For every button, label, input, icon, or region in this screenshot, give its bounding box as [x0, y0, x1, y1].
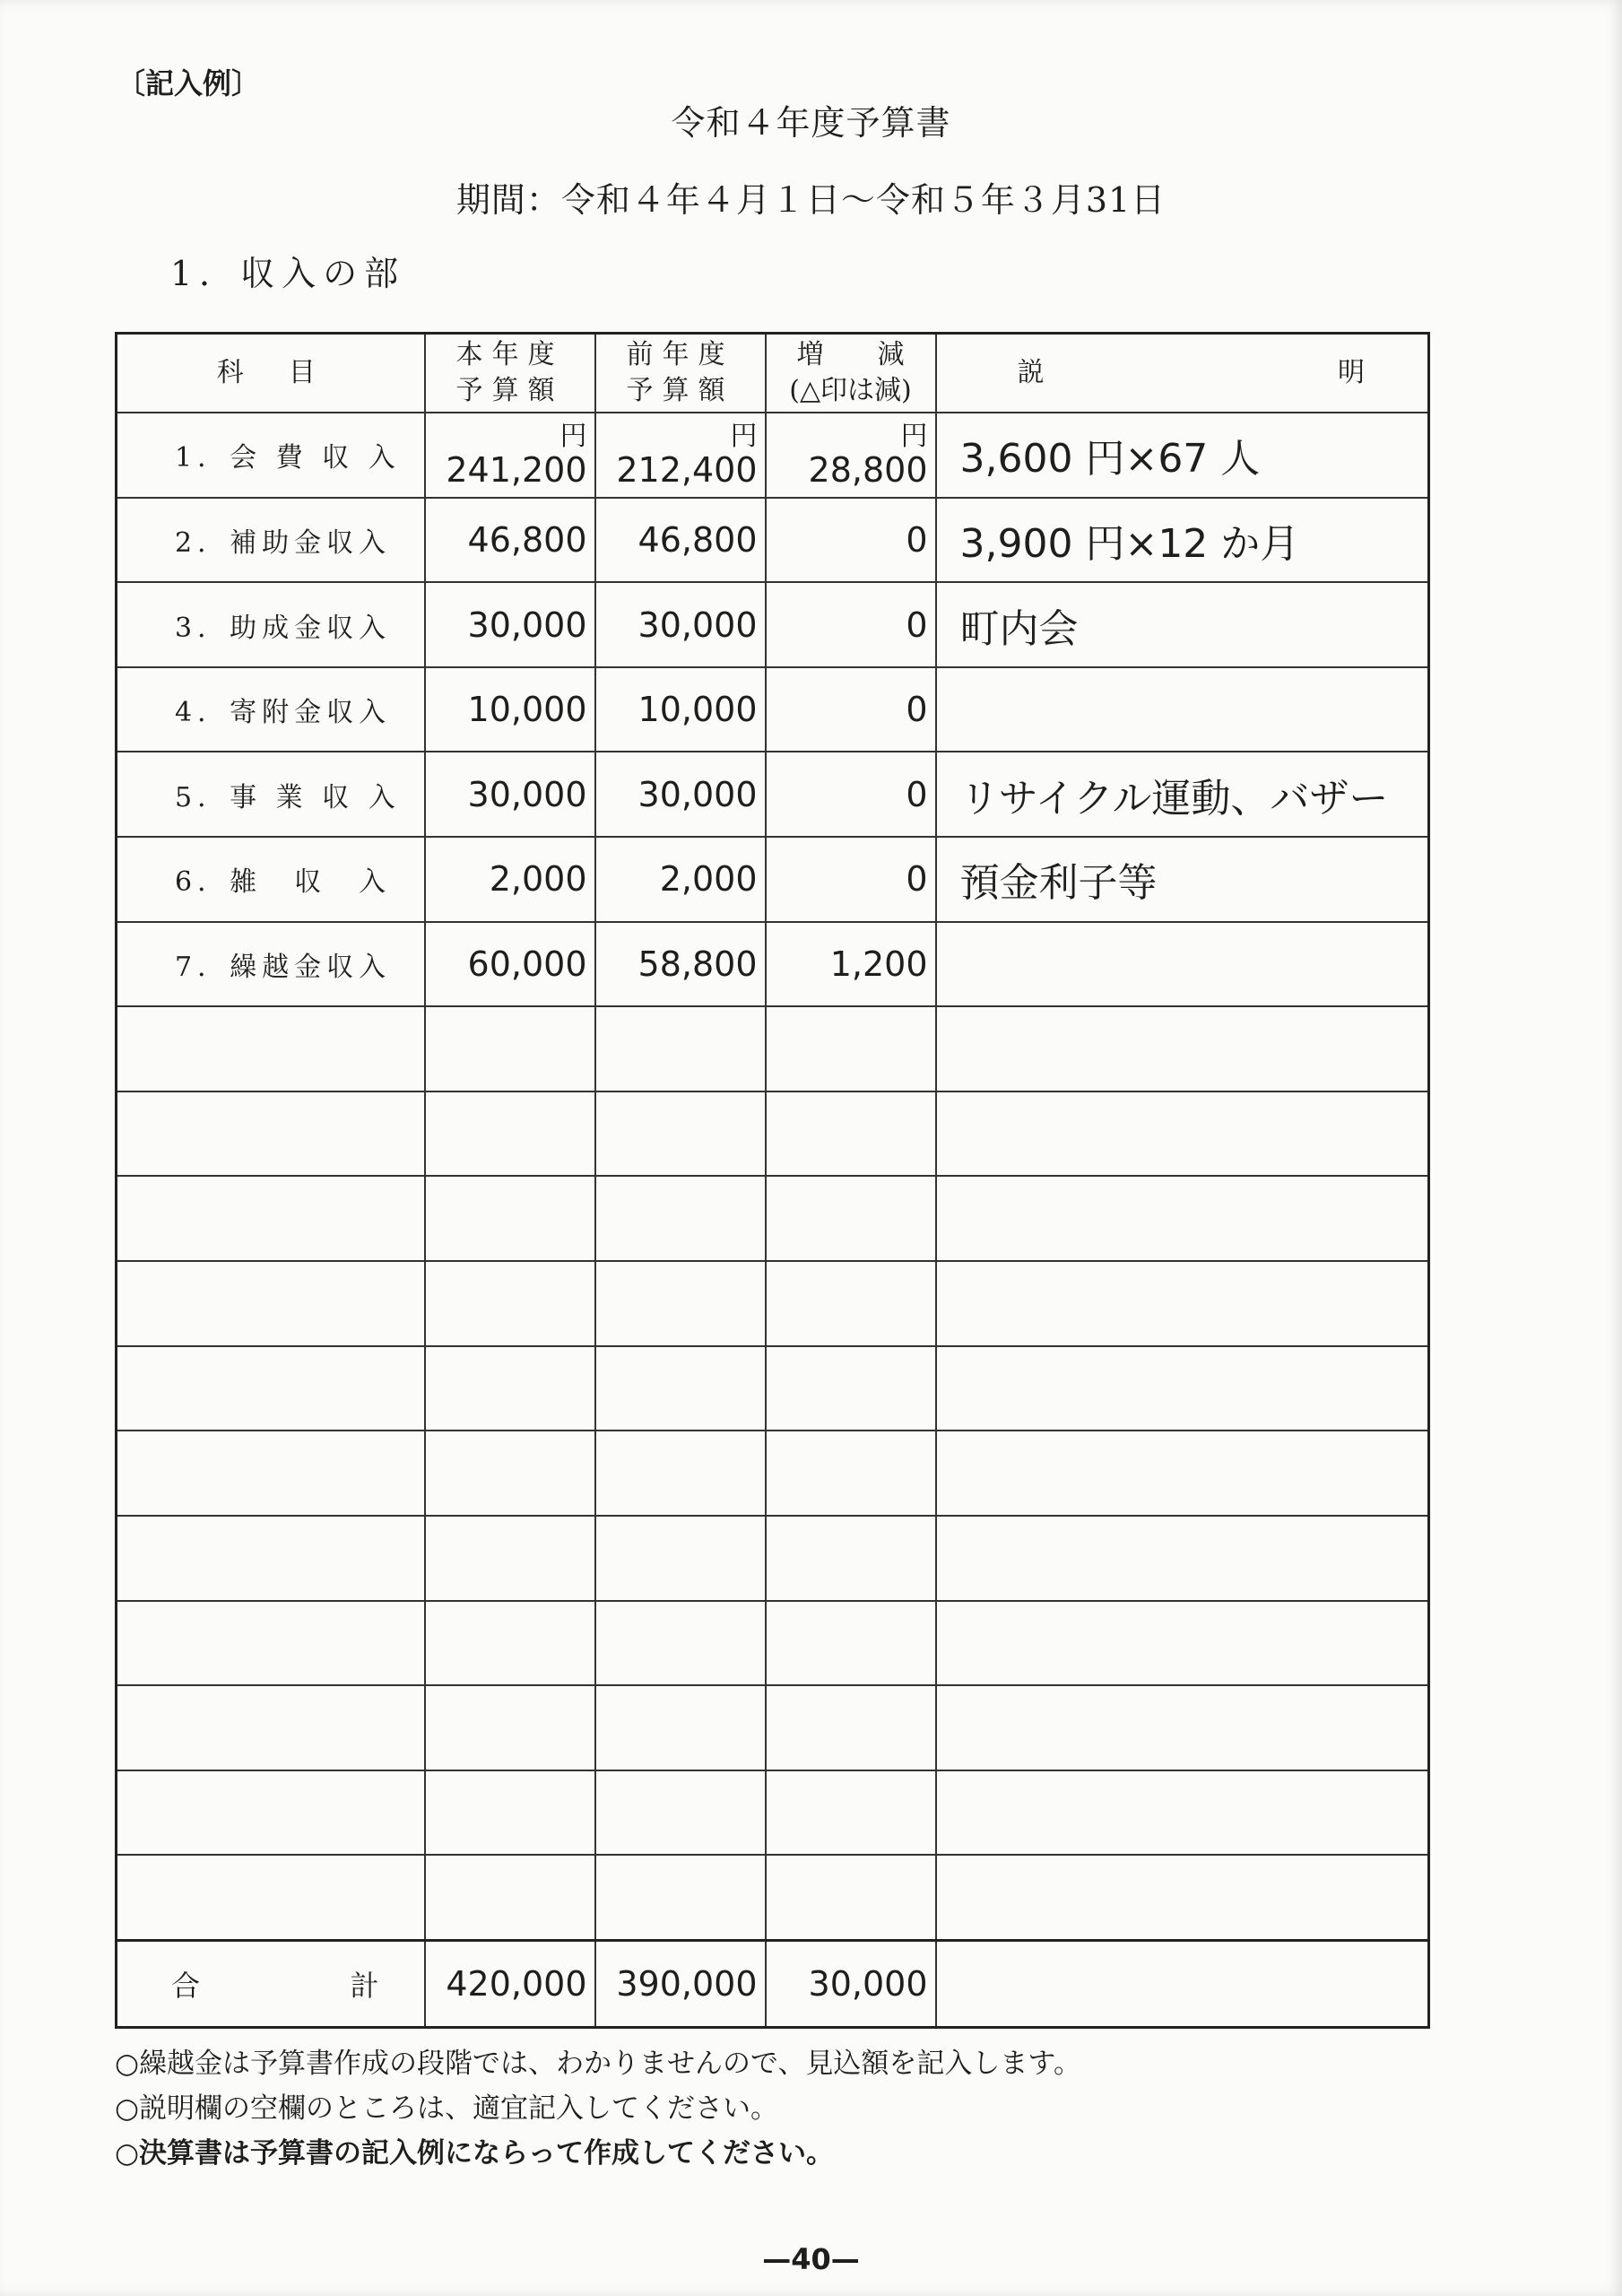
item-cell: 4．寄附金収入: [117, 667, 425, 752]
empty-row: [117, 1091, 1429, 1177]
table-row: [117, 413, 1429, 498]
current-budget-cell: 30,000: [425, 752, 595, 837]
empty-cell: [117, 1855, 425, 1940]
empty-cell: [425, 1261, 595, 1346]
empty-cell: [766, 1601, 936, 1686]
current-budget-cell: 46,800: [425, 498, 595, 583]
empty-cell: [936, 1601, 1429, 1686]
table-row: [117, 582, 1429, 667]
empty-cell: [425, 1176, 595, 1261]
empty-cell: [766, 1346, 936, 1431]
previous-budget-cell: 2,000: [595, 837, 766, 922]
empty-cell: [595, 1855, 766, 1940]
empty-cell: [595, 1516, 766, 1601]
header-previous-budget: 前年度 予算額: [595, 334, 766, 413]
empty-row: [117, 1601, 1429, 1686]
previous-budget-cell: 10,000: [595, 667, 766, 752]
empty-row: [117, 1770, 1429, 1856]
empty-cell: [117, 1685, 425, 1770]
empty-cell: [936, 1431, 1429, 1516]
empty-cell: [425, 1685, 595, 1770]
page-number: —40—: [762, 2242, 860, 2276]
empty-cell: [936, 1346, 1429, 1431]
header-description: 説 明: [936, 334, 1429, 413]
empty-cell: [936, 1855, 1429, 1940]
note-line: ○説明欄の空欄のところは、適宜記入してください。: [115, 2092, 779, 2125]
note-line: ○繰越金は予算書作成の段階では、わかりませんので、見込額を記入します。: [115, 2048, 1081, 2080]
empty-row: [117, 1006, 1429, 1091]
empty-cell: [595, 1685, 766, 1770]
total-difference: 30,000: [766, 1941, 936, 2028]
description-cell: [936, 922, 1429, 1007]
empty-cell: [595, 1176, 766, 1261]
description-cell: 預金利子等: [936, 837, 1429, 922]
difference-cell: 円 28,800: [766, 413, 936, 498]
empty-row: [117, 1346, 1429, 1431]
empty-cell: [117, 1176, 425, 1261]
empty-cell: [117, 1261, 425, 1346]
item-cell: 5．事 業 収 入: [117, 752, 425, 837]
table-row: [117, 922, 1429, 1007]
difference-cell: 0: [766, 498, 936, 583]
empty-row: [117, 1431, 1429, 1516]
description-cell: 3,900 円×12 か月: [936, 498, 1429, 583]
empty-row: [117, 1261, 1429, 1346]
empty-cell: [117, 1770, 425, 1856]
empty-cell: [425, 1516, 595, 1601]
previous-budget-cell: 円 212,400: [595, 413, 766, 498]
empty-cell: [936, 1176, 1429, 1261]
empty-cell: [936, 1685, 1429, 1770]
total-label: 合 計: [117, 1941, 425, 2028]
empty-cell: [595, 1431, 766, 1516]
total-description: [936, 1941, 1429, 2028]
empty-cell: [117, 1601, 425, 1686]
empty-cell: [936, 1516, 1429, 1601]
empty-cell: [595, 1006, 766, 1091]
empty-cell: [425, 1431, 595, 1516]
header-difference: 増 減 (△印は減): [766, 334, 936, 413]
previous-budget-cell: 58,800: [595, 922, 766, 1007]
empty-cell: [425, 1346, 595, 1431]
empty-cell: [766, 1855, 936, 1940]
empty-cell: [766, 1006, 936, 1091]
total-current-budget: 420,000: [425, 1941, 595, 2028]
empty-cell: [595, 1261, 766, 1346]
section-heading: 1．収入の部: [170, 254, 406, 293]
total-previous-budget: 390,000: [595, 1941, 766, 2028]
table-header-row: [117, 334, 1429, 413]
empty-row: [117, 1685, 1429, 1770]
current-budget-cell: 2,000: [425, 837, 595, 922]
empty-cell: [117, 1346, 425, 1431]
difference-cell: 0: [766, 837, 936, 922]
description-cell: 3,600 円×67 人: [936, 413, 1429, 498]
empty-cell: [425, 1855, 595, 1940]
empty-cell: [595, 1346, 766, 1431]
difference-cell: 0: [766, 752, 936, 837]
budget-table: [115, 332, 1430, 2029]
empty-row: [117, 1176, 1429, 1261]
empty-cell: [595, 1770, 766, 1856]
previous-budget-cell: 46,800: [595, 498, 766, 583]
current-budget-cell: 30,000: [425, 582, 595, 667]
empty-cell: [117, 1091, 425, 1177]
table-row: [117, 667, 1429, 752]
table-row: [117, 752, 1429, 837]
empty-cell: [117, 1431, 425, 1516]
empty-cell: [766, 1685, 936, 1770]
item-cell: 1．会 費 収 入: [117, 413, 425, 498]
document-title: 令和４年度予算書: [671, 103, 951, 143]
empty-cell: [595, 1091, 766, 1177]
empty-cell: [117, 1516, 425, 1601]
current-budget-cell: 10,000: [425, 667, 595, 752]
note-line: ○決算書は予算書の記入例にならって作成してください。: [115, 2137, 835, 2170]
empty-cell: [425, 1770, 595, 1856]
empty-cell: [936, 1770, 1429, 1856]
empty-cell: [766, 1091, 936, 1177]
description-cell: リサイクル運動、バザー: [936, 752, 1429, 837]
empty-cell: [766, 1261, 936, 1346]
empty-cell: [936, 1091, 1429, 1177]
header-current-budget: 本年度 予算額: [425, 334, 595, 413]
empty-cell: [766, 1176, 936, 1261]
empty-cell: [425, 1006, 595, 1091]
difference-cell: 1,200: [766, 922, 936, 1007]
difference-cell: 0: [766, 667, 936, 752]
notes: [115, 2041, 1081, 2176]
item-cell: 7．繰越金収入: [117, 922, 425, 1007]
item-cell: 6．雑 収 入: [117, 837, 425, 922]
current-budget-cell: 60,000: [425, 922, 595, 1007]
table-row: [117, 498, 1429, 583]
difference-cell: 0: [766, 582, 936, 667]
period-line: 期間：令和４年４月１日～令和５年３月31日: [455, 180, 1167, 220]
description-cell: 町内会: [936, 582, 1429, 667]
empty-cell: [595, 1601, 766, 1686]
empty-cell: [425, 1091, 595, 1177]
item-cell: 3．助成金収入: [117, 582, 425, 667]
table-row: [117, 837, 1429, 922]
empty-cell: [766, 1516, 936, 1601]
empty-cell: [766, 1770, 936, 1856]
previous-budget-cell: 30,000: [595, 752, 766, 837]
description-cell: [936, 667, 1429, 752]
current-budget-cell: 円 241,200: [425, 413, 595, 498]
previous-budget-cell: 30,000: [595, 582, 766, 667]
item-cell: 2．補助金収入: [117, 498, 425, 583]
header-item: 科 目: [117, 334, 425, 413]
empty-cell: [936, 1006, 1429, 1091]
empty-row: [117, 1855, 1429, 1940]
empty-cell: [425, 1601, 595, 1686]
total-row: [117, 1941, 1429, 2028]
example-label: 〔記入例〕: [117, 66, 261, 100]
empty-row: [117, 1516, 1429, 1601]
empty-cell: [766, 1431, 936, 1516]
empty-cell: [117, 1006, 425, 1091]
empty-cell: [936, 1261, 1429, 1346]
